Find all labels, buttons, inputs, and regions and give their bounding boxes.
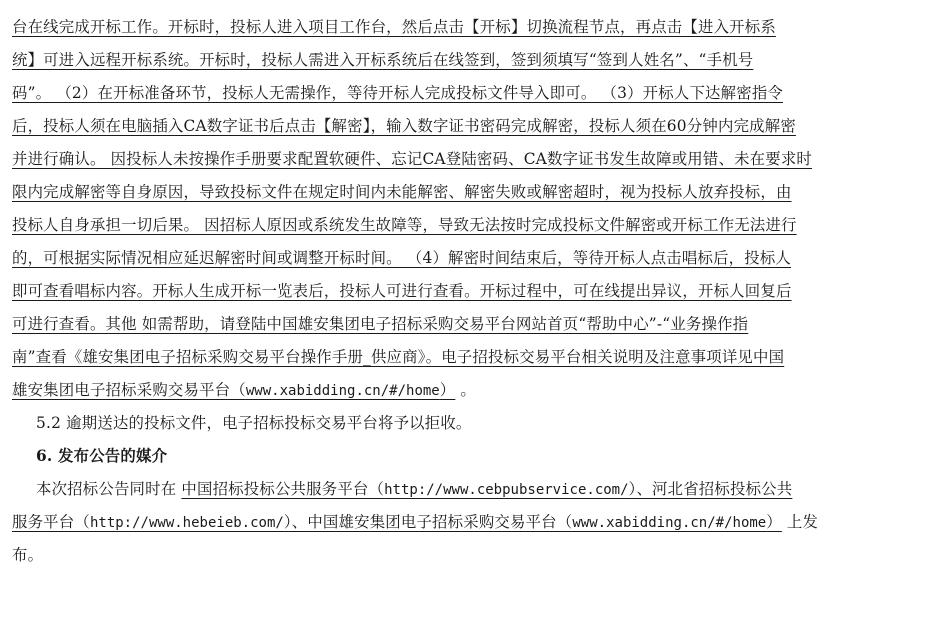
paragraph-line: 投标人自身承担一切后果。 因招标人原因或系统发生故障等，导致无法按时完成投标文件解密或开标工作无法进行 — [12, 216, 797, 234]
paragraph-line: 可进行查看。其他 如需帮助，请登陆中国雄安集团电子招标采购交易平台网站首页“帮助中心”-“业务操作指 — [12, 315, 749, 333]
link-url: http://www.hebeieb.com/ — [89, 515, 284, 531]
link-url: www.xabidding.cn/#/home — [572, 515, 767, 531]
paragraph-text: 。 — [455, 381, 477, 399]
section-6-heading: 6. 发布公告的媒介 — [36, 447, 168, 465]
paragraph-text: ） — [439, 381, 456, 399]
paragraph-line: 即可查看唱标内容。开标人生成开标一览表后，投标人可进行查看。开标过程中，可在线提出异议，开标人回复后 — [12, 282, 792, 300]
link-text: ）、河北省招标投标公共 — [628, 480, 793, 498]
link-text: ） — [766, 513, 782, 531]
link-text: 中国招标投标公共服务平台（ — [181, 480, 385, 498]
link-url: http://www.cebpubservice.com/ — [384, 482, 629, 498]
paragraph-line: 的，可根据实际情况相应延迟解密时间或调整开标时间。 （4）解密时间结束后，等待开标人点击唱标后，投标人 — [12, 249, 792, 267]
cebpubservice-link[interactable] — [181, 480, 792, 498]
section-6-line-2 — [12, 507, 818, 537]
paragraph-line: 统】可进入远程开标系统。开标时，投标人需进入开标系统后在线签到，签到须填写“签到人姓名”、“手机号 — [12, 51, 754, 69]
paragraph-line: 台在线完成开标工作。开标时，投标人进入项目工作台，然后点击【开标】切换流程节点，再点击【进入开标系 — [12, 18, 776, 36]
paragraph-line: 限内完成解密等自身原因，导致投标文件在规定时间内未能解密、解密失败或解密超时，视为投标人放弃投标，由 — [12, 183, 792, 201]
paragraph-text: 上发 — [781, 513, 819, 531]
link-text: ）、中国雄安集团电子招标采购交易平台（ — [283, 513, 573, 531]
section-6-line-3: 布。 — [12, 546, 44, 564]
paragraph-text: 本次招标公告同时在 — [36, 480, 182, 498]
paragraph-line-last — [12, 375, 476, 405]
paragraph-line: 码”。 （2）在开标准备环节，投标人无需操作，等待开标人完成投标文件导入即可。 （3）开标人下达解密指令 — [12, 84, 783, 102]
paragraph-line: 南”查看《雄安集团电子招标采购交易平台操作手册_供应商》。电子招投标交易平台相关说明及注意事项详见中国 — [12, 348, 785, 366]
paragraph-line: 后，投标人须在电脑插入CA数字证书后点击【解密】，输入数字证书密码完成解密，投标人须在60分钟内完成解密 — [12, 117, 796, 135]
hebeieb-link[interactable] — [12, 513, 782, 531]
paragraph-text: 雄安集团电子招标采购交易平台（ — [12, 381, 246, 399]
paragraph-line: 并进行确认。 因投标人未按操作手册要求配置软硬件、忘记CA登陆密码、CA数字证书发生故障或用错、未在要求时 — [12, 150, 813, 168]
item-5-2: 5.2 逾期送达的投标文件，电子招标投标交易平台将予以拒收。 — [36, 414, 472, 432]
link-text: 服务平台（ — [12, 513, 90, 531]
platform-url-link[interactable]: www.xabidding.cn/#/home — [245, 383, 440, 399]
section-6-line-1 — [36, 474, 792, 504]
